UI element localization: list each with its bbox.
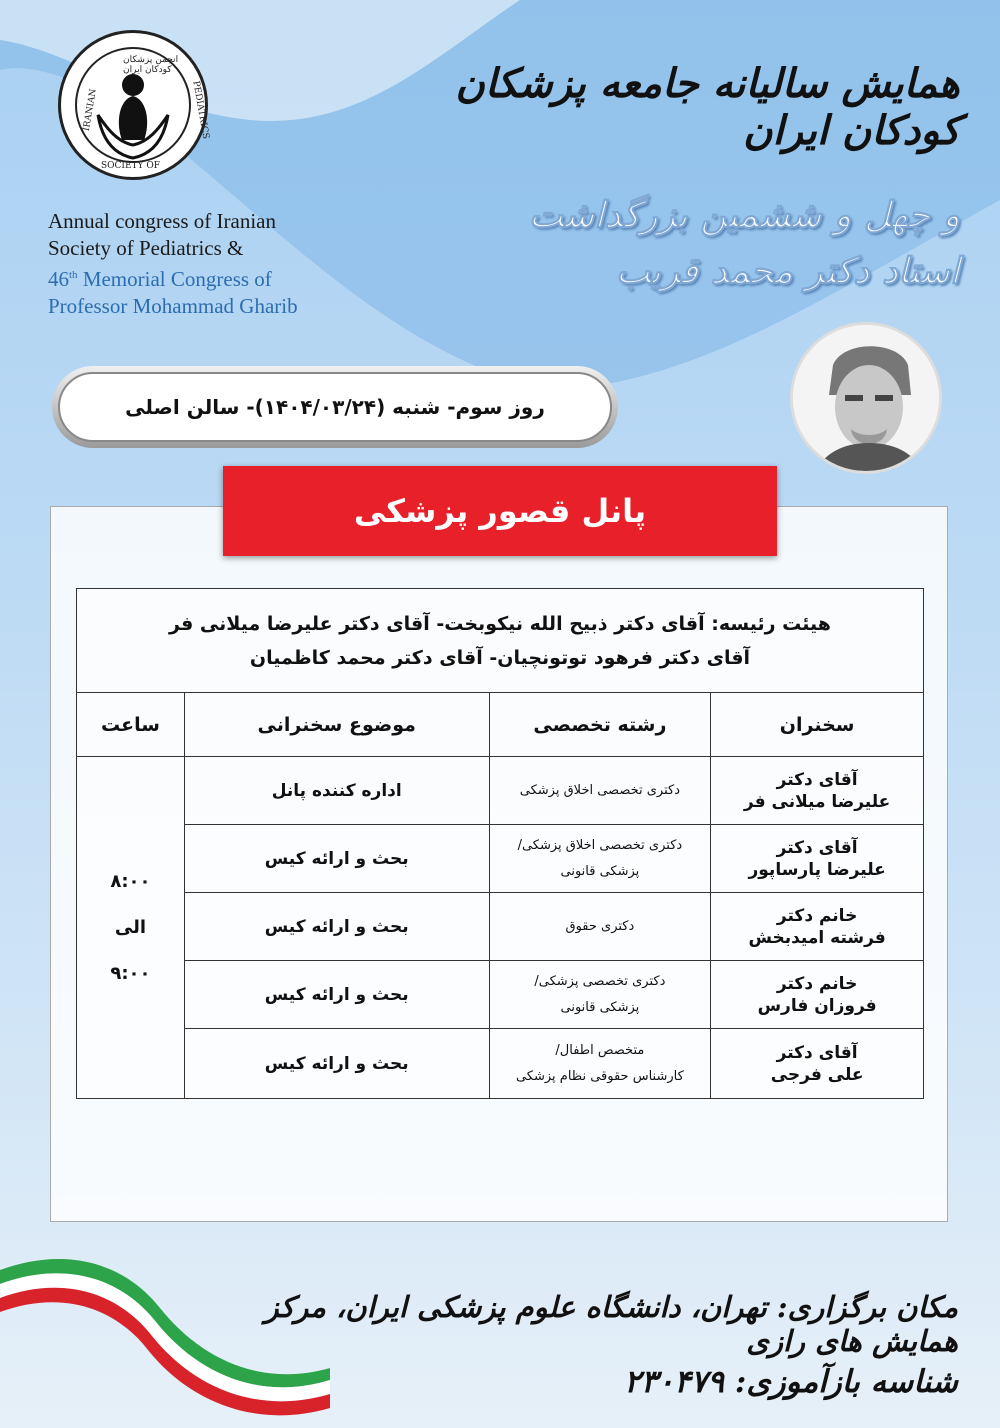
english-line-3 <box>48 262 368 293</box>
header-time: ساعت <box>77 693 185 757</box>
title-line-2: و چهل و ششمین بزرگداشت <box>528 194 960 236</box>
field-cell <box>489 757 711 825</box>
field-cell <box>489 1029 711 1099</box>
english-line-3-number: 46 <box>48 267 69 291</box>
topic-cell: بحث و ارائه کیس <box>184 893 489 961</box>
speaker-cell <box>711 825 924 893</box>
field-line-1: دکتری حقوق <box>565 918 635 934</box>
speaker-cell <box>711 893 924 961</box>
time-to: الی <box>114 916 147 938</box>
speaker-cell <box>711 757 924 825</box>
speaker-title: خانم دکتر <box>776 905 858 926</box>
speaker-title: آقای دکتر <box>776 769 858 790</box>
speaker-name: علیرضا میلانی فر <box>743 791 891 812</box>
topic-cell: بحث و ارائه کیس <box>184 961 489 1029</box>
speaker-name: فرشته امیدبخش <box>748 927 886 948</box>
time-cell <box>77 757 185 1099</box>
header-field: رشته تخصصی <box>489 693 711 757</box>
field-line-2: پزشکی قانونی <box>560 863 640 879</box>
logo-arc-text: انجمن پزشکان کودکان ایران <box>123 55 179 75</box>
society-logo <box>58 30 211 180</box>
topic-cell: بحث و ارائه کیس <box>184 1029 489 1099</box>
time-end: ۹:۰۰ <box>110 962 151 984</box>
field-line-1: دکتری تخصصی پزشکی/ <box>534 973 666 989</box>
day-label: روز سوم- شنبه (۱۴۰۴/۰۳/۲۴)- سالن اصلی <box>58 372 612 442</box>
speaker-cell <box>711 1029 924 1099</box>
speaker-title: آقای دکتر <box>776 837 858 858</box>
logo-right-text: PEDIATRICS <box>190 80 211 140</box>
english-line-2: Society of Pediatrics & <box>48 236 244 260</box>
day-pill <box>52 366 618 448</box>
cme-code: شناسه بازآموزی: ۲۳۰۴۷۹ <box>624 1364 958 1400</box>
topic-cell: اداره کننده پانل <box>184 757 489 825</box>
speaker-cell <box>711 961 924 1029</box>
english-line-3-ordinal: th <box>69 269 78 281</box>
table-row <box>77 961 924 1029</box>
speaker-title: آقای دکتر <box>776 1042 858 1063</box>
table-row <box>77 893 924 961</box>
table-row <box>77 825 924 893</box>
board-line-1: هیئت رئیسه: آقای دکتر ذبیح الله نیکوبخت- آقای دکتر علیرضا میلانی فر <box>169 612 831 635</box>
professor-portrait <box>790 322 942 474</box>
board-cell <box>77 589 924 693</box>
title-line-3: استاد دکتر محمد قریب <box>615 250 960 292</box>
english-line-4: Professor Mohammad Gharib <box>48 294 298 318</box>
speaker-title: خانم دکتر <box>776 973 858 994</box>
field-cell <box>489 893 711 961</box>
logo-left-text: IRANIAN <box>81 88 99 132</box>
board-line-2: آقای دکتر فرهود توتونچیان- آقای دکتر محمد کاظمیان <box>249 646 751 669</box>
venue-text: مکان برگزاری: تهران، دانشگاه علوم پزشکی ایران، مرکز همایش های رازی <box>264 1290 958 1358</box>
field-line-2: کارشناس حقوقی نظام پزشکی <box>515 1068 684 1084</box>
topic-cell: بحث و ارائه کیس <box>184 825 489 893</box>
title-line-1: همایش سالیانه جامعه پزشکان کودکان ایران <box>455 60 960 154</box>
header-speaker: سخنران <box>711 693 924 757</box>
field-line-2: پزشکی قانونی <box>560 999 640 1015</box>
panel-title: پانل قصور پزشکی <box>223 466 777 556</box>
time-start: ۸:۰۰ <box>110 870 151 892</box>
field-line-1: متخصص اطفال/ <box>555 1042 645 1058</box>
header-topic: موضوع سخنرانی <box>184 693 489 757</box>
field-cell <box>489 825 711 893</box>
speaker-name: فروزان فارس <box>757 995 877 1016</box>
persian-title <box>360 60 960 292</box>
speaker-name: علی فرجی <box>770 1064 864 1085</box>
field-line-1: دکتری تخصصی اخلاق پزشکی/ <box>517 837 683 853</box>
english-title <box>48 208 368 320</box>
child-hands-icon <box>58 30 211 180</box>
table-row <box>77 757 924 825</box>
english-line-3-rest: Memorial Congress of <box>77 267 272 291</box>
schedule-table <box>76 588 924 1099</box>
portrait-image <box>793 325 942 474</box>
english-line-1: Annual congress of Iranian <box>48 209 277 233</box>
field-line-1: دکتری تخصصی اخلاق پزشکی <box>519 782 680 798</box>
table-header-row <box>77 693 924 757</box>
field-cell <box>489 961 711 1029</box>
logo-bottom-text: SOCIETY OF <box>101 161 160 171</box>
speaker-name: علیرضا پارساپور <box>748 859 886 880</box>
table-row <box>77 1029 924 1099</box>
